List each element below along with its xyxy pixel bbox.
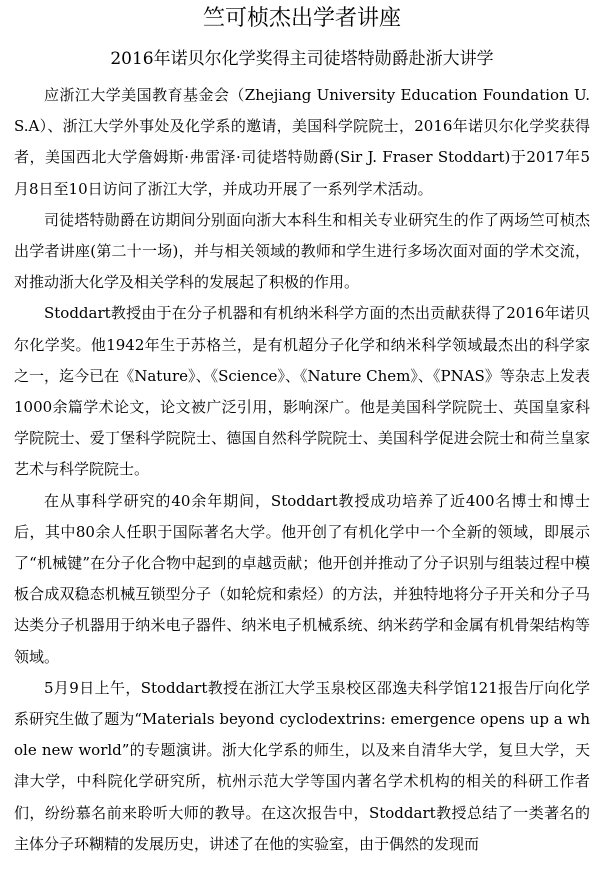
paragraph-1: 应浙江大学美国教育基金会（Zhejiang University Education Foundation U.S.A）、浙江大学外事处及化学系的邀请，美国科学院院士，2016年诺贝尔化学奖获得者，美国西北大学詹姆斯·弗雷泽·司徒塔特勋爵(Sir J. Fraser Stoddart)于2017年5月8日至10日访问了浙江大学，并成功开展了一系列学术活动。 [14, 86, 590, 198]
page-title: 竺可桢杰出学者讲座 [202, 6, 401, 31]
paragraph-4: 在从事科学研究的40余年期间，Stoddart教授成功培养了近400名博士和博士后，其中80余人任职于国际著名大学。他开创了有机化学中一个全新的领域，即展示了“机械键”在分子化合物中起到的卓越贡献；他开创并推动了分子识别与组装过程中模板合成双稳态机械互锁型分子（如轮烷和索烃）的方法，并独特地将分子开关和分子马达类分子机器用于纳米电子器件、纳米电子机械系统、纳米药学和金属有机骨架结构等领域。 [14, 491, 590, 666]
document-page [0, 4, 604, 871]
paragraph-2: 司徒塔特勋爵在访期间分别面向浙大本科生和相关专业研究生的作了两场竺可桢杰出学者讲座(第二十一场)，并与相关领域的教师和学生进行多场次面对面的学术交流，对推动浙大化学及相关学科的发展起了积极的作用。 [14, 210, 590, 292]
page-subtitle: 2016年诺贝尔化学奖得主司徒塔特勋爵赴浙大讲学 [110, 49, 494, 69]
paragraph-3: Stoddart教授由于在分子机器和有机纳米科学方面的杰出贡献获得了2016年诺贝尔化学奖。他1942年生于苏格兰，是有机超分子化学和纳米科学领域最杰出的科学家之一，迄今已在《Nature》、《Science》、《Nature Chem》、《PNAS》等杂志上发表1000余篇学术论文，论文被广泛引用，影响深广。他是美国科学院院士、英国皇家科学院院士、爱丁堡科学院院士、德国自然科学院院士、美国科学促进会院士和荷兰皇家艺术与科学院院士。 [14, 304, 590, 479]
paragraph-5: 5月9日上午，Stoddart教授在浙江大学玉泉校区邵逸夫科学馆121报告厅向化学系研究生做了题为“Materials beyond cyclodextrins: emergence opens up a whole new world”的专题演讲。浙大化学系的师生，以及来自清华大学，复旦大学，天津大学，中科院化学研究所，杭州示范大学等国内著名学术机构的相关的科研工作者们，纷纷慕名前来聆听大师的教导。在这次报告中，Stoddart教授总结了一类著名的主体分子环糊精的发展历史，讲述了在他的实验室，由于偶然的发现而 [14, 678, 590, 853]
